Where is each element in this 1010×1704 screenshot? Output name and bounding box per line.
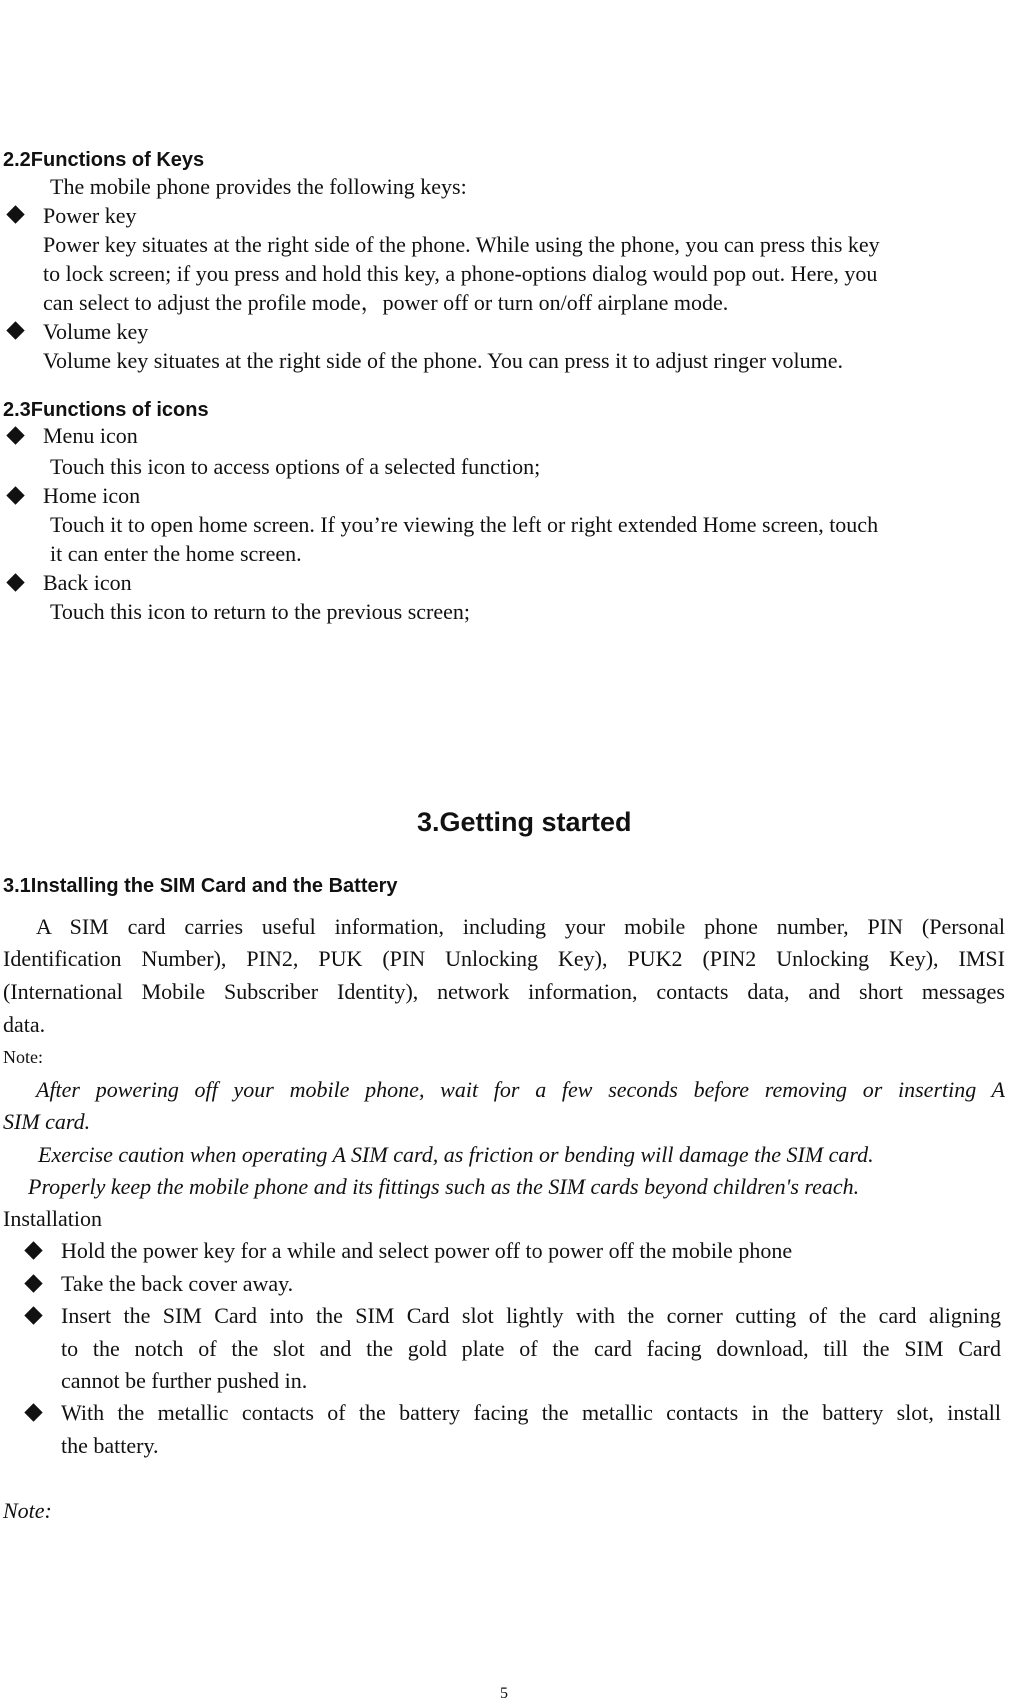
trailing-note-label: Note:: [3, 1498, 52, 1523]
icon-item-desc-line: Touch this icon to return to the previous screen;: [50, 599, 471, 624]
note-line: Properly keep the mobile phone and its fittings such as the SIM cards beyond children's reach.: [28, 1174, 860, 1199]
bullet-diamond-icon: [6, 486, 24, 504]
installation-label: Installation: [3, 1206, 102, 1231]
sim-paragraph-line: data.: [3, 1012, 46, 1037]
bullet-diamond-icon: [6, 573, 24, 591]
key-item-desc-line: Volume key situates at the right side of the phone. You can press it to adjust ringer volume.: [43, 348, 844, 373]
icon-item-label: Back icon: [43, 570, 132, 595]
install-step-line: With the metallic contacts of the battery facing the metallic contacts in the battery slot, install: [61, 1400, 1001, 1425]
note-line: SIM card.: [3, 1109, 91, 1134]
install-step-line: cannot be further pushed in.: [61, 1368, 308, 1393]
note-label: Note:: [3, 1047, 43, 1067]
icon-item-desc-line: Touch this icon to access options of a selected function;: [50, 454, 541, 479]
install-step-line: to the notch of the slot and the gold plate of the card facing download, till the SIM Card: [61, 1336, 1001, 1361]
key-item-desc-line: to lock screen; if you press and hold this key, a phone-options dialog would pop out. Here, you: [43, 261, 878, 286]
note-line: Exercise caution when operating A SIM card, as friction or bending will damage the SIM card.: [38, 1142, 874, 1167]
bullet-diamond-icon: [6, 426, 24, 444]
section-2-3-heading: 2.3Functions of icons: [3, 399, 209, 421]
install-step-line: the battery.: [61, 1433, 159, 1458]
key-item-label: Volume key: [43, 319, 149, 344]
key-item-label: Power key: [43, 203, 137, 228]
icon-item-label: Home icon: [43, 483, 141, 508]
page-number: 5: [500, 1685, 508, 1702]
note-line: After powering off your mobile phone, wait for a few seconds before removing or inserting A: [36, 1077, 1005, 1102]
sim-paragraph-line: A SIM card carries useful information, including your mobile phone number, PIN (Personal: [36, 914, 1005, 939]
install-step-line: Hold the power key for a while and select power off to power off the mobile phone: [61, 1238, 793, 1263]
bullet-diamond-icon: [6, 321, 24, 339]
bullet-diamond-icon: [24, 1241, 42, 1259]
sim-paragraph-line: Identification Number), PIN2, PUK (PIN Unlocking Key), PUK2 (PIN2 Unlocking Key), IMSI: [3, 946, 1005, 971]
key-item-desc-line: Power key situates at the right side of the phone. While using the phone, you can press this key: [43, 232, 880, 257]
section-2-2-intro: The mobile phone provides the following keys:: [50, 174, 467, 199]
install-step-line: Insert the SIM Card into the SIM Card slot lightly with the corner cutting of the card aligning: [61, 1303, 1001, 1328]
section-3-1-heading: 3.1Installing the SIM Card and the Battery: [3, 875, 398, 897]
bullet-diamond-icon: [6, 205, 24, 223]
bullet-diamond-icon: [24, 1403, 42, 1421]
chapter-title: 3.Getting started: [417, 807, 632, 837]
icon-item-desc-line: Touch it to open home screen. If you’re viewing the left or right extended Home screen, touch: [50, 512, 879, 537]
icon-item-desc-line: it can enter the home screen.: [50, 541, 302, 566]
section-2-2-heading: 2.2Functions of Keys: [3, 149, 205, 171]
icon-item-label: Menu icon: [43, 423, 138, 448]
install-step-line: Take the back cover away.: [61, 1271, 294, 1296]
key-item-desc-line: can select to adjust the profile mode，power off or turn on/off airplane mode.: [43, 290, 729, 315]
sim-paragraph-line: (International Mobile Subscriber Identity), network information, contacts data, and short messages: [3, 979, 1005, 1004]
bullet-diamond-icon: [24, 1306, 42, 1324]
bullet-diamond-icon: [24, 1274, 42, 1292]
